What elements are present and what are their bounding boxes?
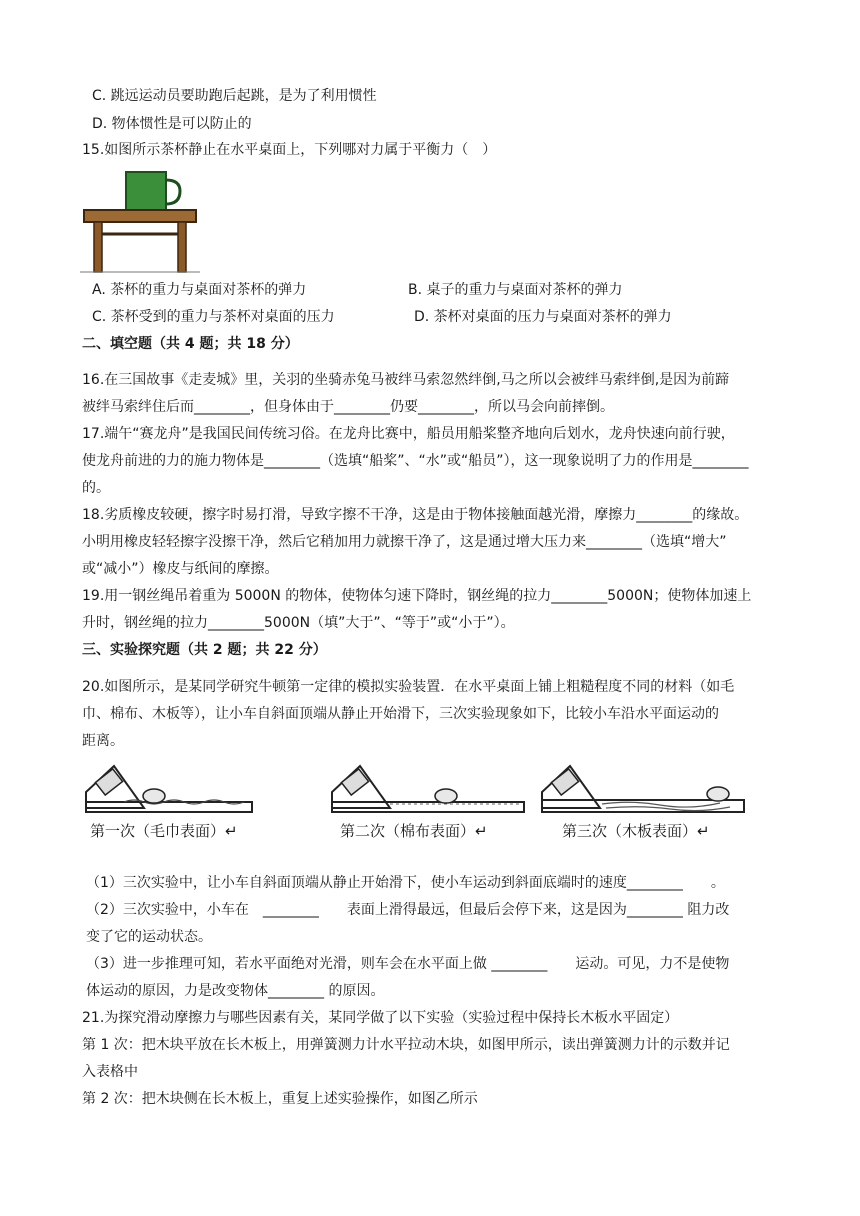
figure-caption-towel: 第一次（毛巾表面）↵ bbox=[90, 822, 238, 840]
q20-stem-line-3: 距离。 bbox=[82, 733, 124, 749]
q15-option-c: C. 茶杯受到的重力与茶杯对桌面的压力 bbox=[92, 309, 335, 325]
q20-sub-2-line-1: （2）三次实验中，小车在 ________ 表面上滑得最远，但最后会停下来，这是因为________ 阻力改 bbox=[86, 902, 730, 918]
q20-stem-line-1: 20.如图所示，是某同学研究牛顿第一定律的模拟实验装置．在水平桌面上铺上粗糙程度不同的材料（如毛 bbox=[82, 679, 735, 695]
cart-stopped bbox=[707, 787, 729, 801]
q16-line-1: 16.在三国故事《走麦城》里，关羽的坐骑赤兔马被绊马索忽然绊倒,马之所以会被绊马索绊倒,是因为前蹄 bbox=[82, 372, 730, 388]
section-3-heading: 三、实验探究题（共 2 题；共 22 分） bbox=[82, 642, 327, 658]
q17-line-3: 的。 bbox=[82, 480, 110, 496]
q16-line-2: 被绊马索绊住后而________，但身体由于________仍要________，所以马会向前摔倒。 bbox=[82, 399, 614, 415]
table-leg-left bbox=[94, 222, 102, 272]
q20-sub-3-line-1: （3）进一步推理可知，若水平面绝对光滑，则车会在水平面上做 ________ 运动。可见，力不是使物 bbox=[86, 956, 730, 972]
wood-grain-2 bbox=[606, 807, 730, 811]
q20-sub-3-line-2: 体运动的原因，力是改变物体________ 的原因。 bbox=[86, 983, 385, 999]
teacup-handle bbox=[166, 180, 180, 204]
wood-grain-1 bbox=[602, 802, 720, 807]
q14-option-d: D. 物体惯性是可以防止的 bbox=[92, 116, 252, 132]
experiment-figure-cotton bbox=[330, 760, 526, 818]
q18-line-1: 18.劣质橡皮较硬，擦字时易打滑，导致字擦不干净，这是由于物体接触面越光滑，摩擦力________的缘故。 bbox=[82, 507, 749, 523]
q15-option-d: D. 茶杯对桌面的压力与桌面对茶杯的弹力 bbox=[414, 309, 672, 325]
teacup-body bbox=[126, 172, 166, 210]
q21-line-3: 入表格中 bbox=[82, 1064, 138, 1080]
q21-line-1: 21.为探究滑动摩擦力与哪些因素有关，某同学做了以下实验（实验过程中保持长木板水平固定） bbox=[82, 1010, 679, 1026]
q15-stem: 15.如图所示茶杯静止在水平桌面上，下列哪对力属于平衡力（ ） bbox=[82, 142, 497, 158]
q21-line-2: 第 1 次：把木块平放在长木板上，用弹簧测力计水平拉动木块，如图甲所示，读出弹簧测力计的示数并记 bbox=[82, 1037, 730, 1053]
q19-line-2: 升时，钢丝绳的拉力________5000N（填”大于”、“等于”或“小于”）。 bbox=[82, 615, 515, 631]
table-top bbox=[84, 210, 196, 222]
cart-stopped bbox=[435, 789, 457, 803]
q14-option-c: C. 跳远运动员要助跑后起跳，是为了利用惯性 bbox=[92, 88, 377, 104]
experiment-figure-wood bbox=[540, 760, 746, 818]
cart-stopped bbox=[143, 789, 165, 803]
q17-line-2: 使龙舟前进的力的施力物体是________（选填“船桨”、“水”或“船员”），这一现象说明了力的作用是________ bbox=[82, 453, 749, 469]
q20-stem-line-2: 巾、棉布、木板等），让小车自斜面顶端从静止开始滑下，三次实验现象如下，比较小车沿水平面运动的 bbox=[82, 706, 719, 722]
table-leg-right bbox=[178, 222, 186, 272]
q18-line-3: 或“减小”）橡皮与纸间的摩擦。 bbox=[82, 561, 279, 577]
teacup-on-table-figure bbox=[80, 164, 200, 276]
track-surface bbox=[542, 800, 744, 812]
figure-caption-wood: 第三次（木板表面）↵ bbox=[562, 822, 710, 840]
q17-line-1: 17.端午“赛龙舟”是我国民间传统习俗。在龙舟比赛中，船员用船桨整齐地向后划水，龙舟快速向前行驶， bbox=[82, 426, 735, 442]
experiment-figure-towel bbox=[84, 760, 254, 818]
q19-line-1: 19.用一钢丝绳吊着重为 5000N 的物体，使物体匀速下降时，钢丝绳的拉力________5000N；使物体加速上 bbox=[82, 588, 752, 604]
q15-option-a: A. 茶杯的重力与桌面对茶杯的弹力 bbox=[92, 282, 307, 298]
section-2-heading: 二、填空题（共 4 题；共 18 分） bbox=[82, 336, 299, 352]
q18-line-2: 小明用橡皮轻轻擦字没擦干净，然后它稍加用力就擦干净了，这是通过增大压力来________（选填“增大” bbox=[82, 534, 727, 550]
q21-line-4: 第 2 次：把木块侧在长木板上，重复上述实验操作，如图乙所示 bbox=[82, 1091, 478, 1107]
q20-sub-1: （1）三次实验中，让小车自斜面顶端从静止开始滑下，使小车运动到斜面底端时的速度________ 。 bbox=[86, 875, 725, 891]
q20-sub-2-line-2: 变了它的运动状态。 bbox=[86, 929, 212, 945]
q15-option-b: B. 桌子的重力与桌面对茶杯的弹力 bbox=[408, 282, 623, 298]
figure-caption-cotton: 第二次（棉布表面）↵ bbox=[340, 822, 488, 840]
